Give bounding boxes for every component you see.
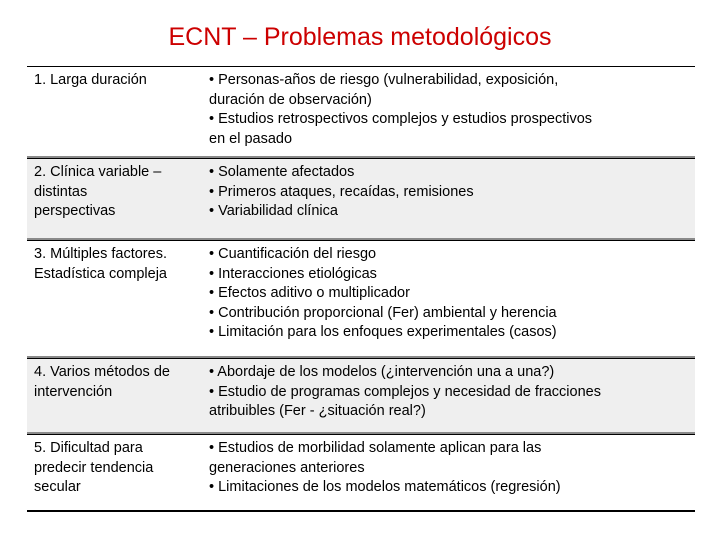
- row-details: [209, 71, 689, 149]
- detail-line: • Personas-años de riesgo (vulnerabilidad, exposición,: [209, 72, 559, 88]
- detail-line: atribuibles (Fer - ¿situación real?): [209, 403, 426, 419]
- detail-line: generaciones anteriores: [209, 459, 365, 476]
- page-title: ECNT – Problemas metodológicos: [168, 23, 552, 51]
- detail-line: • Cuantificación del riesgo: [209, 246, 377, 262]
- detail-line: • Interacciones etiológicas: [209, 265, 377, 282]
- detail-line: • Estudios de morbilidad solamente aplican para las: [209, 440, 542, 456]
- detail-line: • Estudios retrospectivos complejos y estudios prospectivos: [209, 111, 593, 127]
- row-details: [209, 439, 689, 498]
- row-details: [209, 245, 689, 343]
- table-row: [27, 66, 695, 158]
- row-details: [209, 163, 689, 222]
- table-row: [27, 158, 695, 240]
- row-label: 4. Varios métodos de intervención: [34, 364, 170, 400]
- detail-line: • Limitación para los enfoques experimentales (casos): [209, 324, 557, 340]
- table-row: [27, 240, 695, 358]
- table-row: [27, 434, 695, 512]
- row-label: 3. Múltiples factores. Estadística compleja: [34, 246, 167, 282]
- row-details: [209, 363, 689, 422]
- detail-line: • Estudio de programas complejos y necesidad de fracciones: [209, 383, 601, 400]
- detail-line: • Contribución proporcional (Fer) ambiental y herencia: [209, 304, 557, 321]
- detail-line: • Limitaciones de los modelos matemáticos (regresión): [209, 479, 561, 495]
- row-label: 2. Clínica variable – distintas perspectivas: [34, 164, 162, 219]
- detail-line: en el pasado: [209, 130, 293, 147]
- detail-line: • Primeros ataques, recaídas, remisiones: [209, 183, 474, 200]
- detail-line: • Solamente afectados: [209, 164, 355, 180]
- table-row: [27, 358, 695, 434]
- row-label: 5. Dificultad para predecir tendencia secular: [34, 440, 154, 495]
- detail-line: • Abordaje de los modelos (¿intervención una a una?): [209, 364, 555, 380]
- detail-line: • Efectos aditivo o multiplicador: [209, 285, 410, 301]
- row-label: 1. Larga duración: [34, 72, 147, 88]
- detail-line: • Variabilidad clínica: [209, 203, 338, 219]
- detail-line: duración de observación): [209, 91, 372, 108]
